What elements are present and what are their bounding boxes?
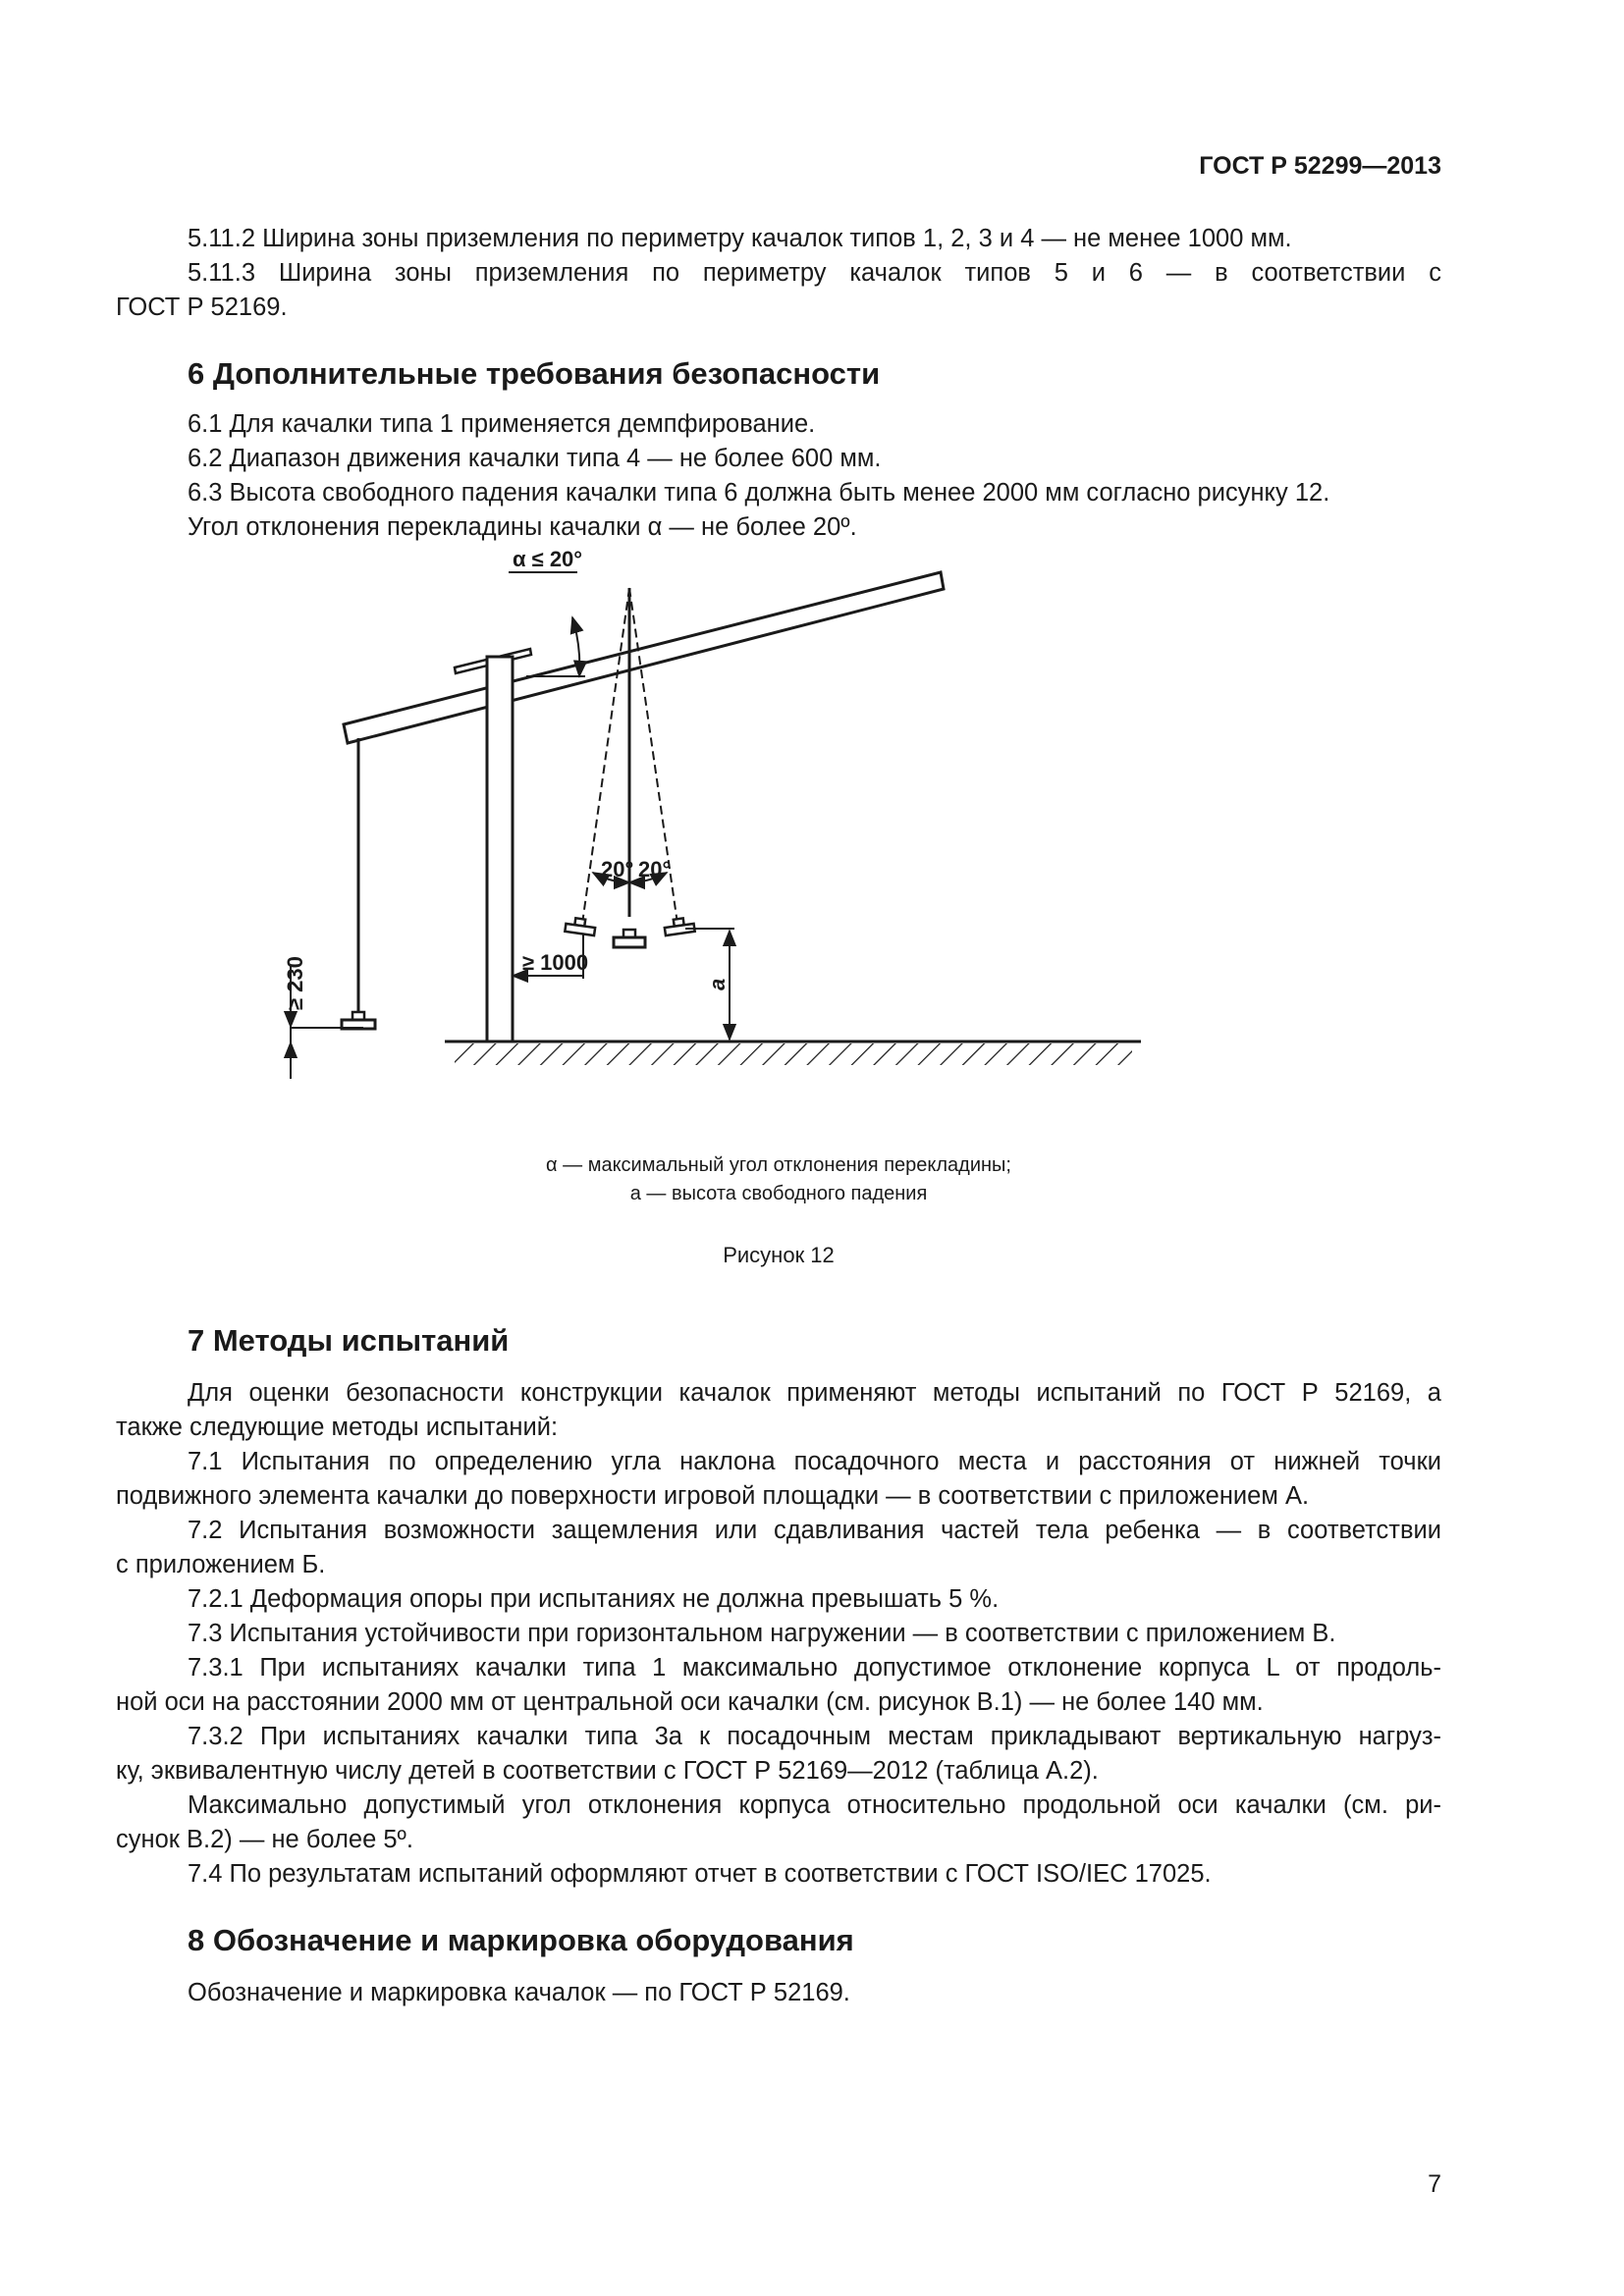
ground-hatch: [455, 1043, 1132, 1065]
item-7-2-1: 7.2.1 Деформация опоры при испытаниях не должна превышать 5 %.: [188, 1585, 1000, 1613]
right-deflected-seat: [664, 917, 695, 935]
paragraph-5-11-3: 5.11.3 Ширина зоны приземления по периметру качалок типов 5 и 6 — в соответствии с: [188, 259, 1441, 287]
paragraph-5-11-2: 5.11.2 Ширина зоны приземления по периметру качалок типов 1, 2, 3 и 4 — не менее 1000 мм.: [188, 225, 1292, 252]
item-6-2: 6.2 Диапазон движения качалки типа 4 — не более 600 мм.: [188, 445, 882, 472]
item-7-3: 7.3 Испытания устойчивости при горизонтальном нагружении — в соответствии с приложением В.: [188, 1620, 1336, 1647]
item-7-1: 7.1 Испытания по определению угла наклона посадочного места и расстояния от нижней точки: [188, 1448, 1441, 1475]
fall-height-label: a: [705, 978, 730, 990]
paragraph-5-11-3-cont: ГОСТ Р 52169.: [116, 294, 288, 321]
figure-12: [116, 547, 1441, 1148]
legend-alpha: α — максимальный угол отклонения перекладины;: [546, 1154, 1011, 1176]
central-pillar: [487, 657, 513, 1041]
item-7-3-1: 7.3.1 При испытаниях качалки типа 1 максимально допустимое отклонение корпуса L от продоль-: [188, 1654, 1441, 1682]
item-7-3-2-cont: ку, эквивалентную числу детей в соответствии с ГОСТ Р 52169—2012 (таблица А.2).: [116, 1757, 1099, 1785]
page-content: [116, 222, 1441, 2010]
page-number: 7: [1428, 2170, 1441, 2198]
swing-beam: [344, 572, 944, 743]
section-7-intro: Для оценки безопасности конструкции качалок применяют методы испытаний по ГОСТ Р 52169, а: [188, 1379, 1441, 1407]
angle-right-label: 20°: [638, 857, 672, 881]
section-8-title: 8 Обозначение и маркировка оборудования: [188, 1923, 854, 1957]
height-min-label: ≥ 230: [283, 956, 307, 1010]
alpha-label: α ≤ 20°: [513, 547, 583, 571]
center-seat: [614, 937, 645, 947]
left-deflected-seat: [565, 917, 596, 935]
figure-legend: [116, 1151, 1441, 1208]
item-7-3-2-max: Максимально допустимый угол отклонения корпуса относительно продольной оси качалки (см. ри-: [188, 1791, 1441, 1819]
section-8-text: Обозначение и маркировка качалок — по ГОСТ Р 52169.: [188, 1979, 850, 2006]
distance-label: ≥ 1000: [522, 950, 589, 975]
item-7-3-2-max-cont: сунок В.2) — не более 5º.: [116, 1826, 413, 1853]
item-6-3: 6.3 Высота свободного падения качалки типа 6 должна быть менее 2000 мм согласно рисунку 12.: [188, 479, 1330, 507]
document-header: ГОСТ Р 52299—2013: [1199, 152, 1441, 180]
item-6-3-cont: Угол отклонения перекладины качалки α — не более 20º.: [188, 513, 857, 541]
item-6-1: 6.1 Для качалки типа 1 применяется демпфирование.: [188, 410, 816, 438]
item-7-2-cont: с приложением Б.: [116, 1551, 326, 1578]
angle-left-label: 20°: [601, 857, 634, 881]
section-7-title: 7 Методы испытаний: [188, 1323, 510, 1358]
item-7-3-2: 7.3.2 При испытаниях качалки типа 3а к посадочным местам прикладывают вертикальную нагруз-: [188, 1723, 1441, 1750]
item-7-4: 7.4 По результатам испытаний оформляют отчет в соответствии с ГОСТ ISO/IEC 17025.: [188, 1860, 1212, 1888]
section-6-title: 6 Дополнительные требования безопасности: [188, 356, 881, 391]
figure-caption: Рисунок 12: [723, 1243, 835, 1267]
item-7-1-cont: подвижного элемента качалки до поверхности игровой площадки — в соответствии с приложением А.: [116, 1482, 1310, 1510]
item-7-2: 7.2 Испытания возможности защемления или сдавливания частей тела ребенка — в соответствии: [188, 1517, 1441, 1544]
item-7-3-1-cont: ной оси на расстоянии 2000 мм от центральной оси качалки (см. рисунок В.1) — не более 140 мм.: [116, 1688, 1264, 1716]
legend-a: a — высота свободного падения: [629, 1183, 928, 1204]
swing-diagram: [116, 547, 1441, 1148]
section-7-intro-cont: также следующие методы испытаний:: [116, 1414, 559, 1441]
